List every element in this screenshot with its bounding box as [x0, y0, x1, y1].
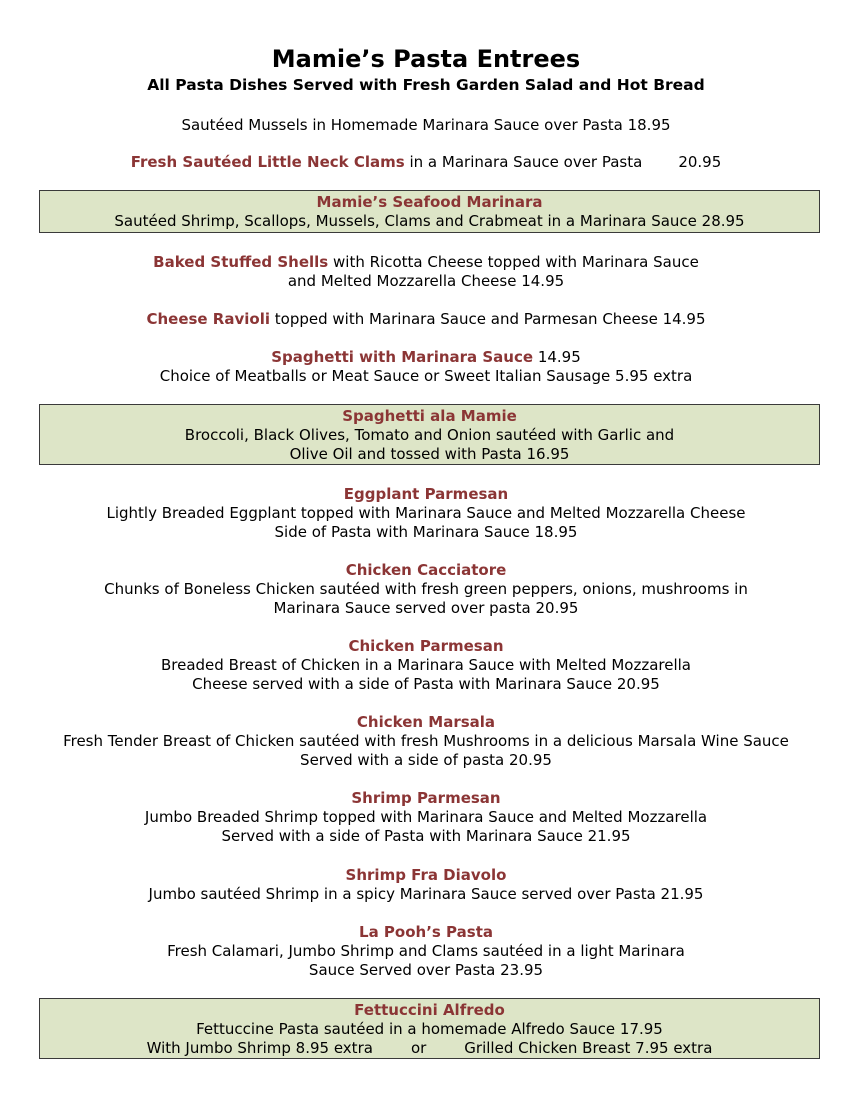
menu-item-fettuccini-alfredo — [39, 998, 820, 1059]
item-name: Baked Stuffed Shells — [153, 253, 329, 271]
item-name: La Pooh’s Pasta — [359, 923, 493, 941]
item-description: topped with Marinara Sauce and Parmesan Cheese 14.95 — [274, 310, 706, 328]
item-description: Sautéed Mussels in Homemade Marinara Sauce over Pasta 18.95 — [181, 116, 671, 134]
item-options — [40, 1039, 819, 1058]
item-description-line2: Side of Pasta with Marinara Sauce 18.95 — [274, 523, 578, 541]
item-description-line2: Served with a side of Pasta with Marinara Sauce 21.95 — [221, 827, 631, 845]
menu-item-la-poohs-pasta — [0, 923, 852, 980]
menu-item-seafood-marinara — [39, 190, 820, 233]
menu-item-stuffed-shells — [0, 253, 852, 291]
page-subtitle: All Pasta Dishes Served with Fresh Garden Salad and Hot Bread — [147, 76, 705, 94]
item-name: Shrimp Fra Diavolo — [345, 866, 507, 884]
item-description: Broccoli, Black Olives, Tomato and Onion sautéed with Garlic and — [184, 426, 675, 444]
menu-item-mussels — [0, 116, 852, 135]
item-description-line2: Cheese served with a side of Pasta with Marinara Sauce 20.95 — [192, 675, 660, 693]
item-price: 20.95 — [678, 153, 722, 171]
menu-item-clams — [0, 153, 852, 172]
item-description-line2: and Melted Mozzarella Cheese 14.95 — [287, 272, 565, 290]
item-description: Fresh Calamari, Jumbo Shrimp and Clams sautéed in a light Marinara — [167, 942, 685, 960]
menu-item-chicken-cacciatore — [0, 561, 852, 618]
item-description: Jumbo sautéed Shrimp in a spicy Marinara Sauce served over Pasta 21.95 — [148, 885, 704, 903]
item-name: Cheese Ravioli — [146, 310, 270, 328]
menu-item-shrimp-parmesan — [0, 789, 852, 846]
item-description-line2: Marinara Sauce served over pasta 20.95 — [273, 599, 579, 617]
option-separator: or — [410, 1039, 427, 1057]
item-description: in a Marinara Sauce over Pasta — [409, 153, 643, 171]
menu-item-spaghetti-mamie — [39, 404, 820, 465]
item-description-line2: Served with a side of pasta 20.95 — [300, 751, 552, 769]
item-description-line2: Sauce Served over Pasta 23.95 — [308, 961, 544, 979]
page-title: Mamie’s Pasta Entrees — [271, 45, 581, 73]
item-name: Fresh Sautéed Little Neck Clams — [130, 153, 405, 171]
item-description: Chunks of Boneless Chicken sautéed with fresh green peppers, onions, mushrooms in — [104, 580, 748, 598]
menu-item-shrimp-fra-diavolo — [0, 866, 852, 904]
item-description: Breaded Breast of Chicken in a Marinara Sauce with Melted Mozzarella — [160, 656, 692, 674]
item-name: Chicken Marsala — [356, 713, 496, 731]
menu-item-spaghetti-marinara — [0, 348, 852, 386]
item-name: Spaghetti ala Mamie — [342, 407, 517, 425]
item-description: Jumbo Breaded Shrimp topped with Marinara Sauce and Melted Mozzarella — [144, 808, 708, 826]
item-name: Chicken Parmesan — [348, 637, 504, 655]
item-description: Fresh Tender Breast of Chicken sautéed with fresh Mushrooms in a delicious Marsala Wine Sauce — [63, 732, 789, 750]
item-name: Mamie’s Seafood Marinara — [316, 193, 543, 211]
item-name: Chicken Cacciatore — [345, 561, 507, 579]
item-description: Sautéed Shrimp, Scallops, Mussels, Clams and Crabmeat in a Marinara Sauce 28.95 — [114, 212, 745, 230]
option-shrimp: With Jumbo Shrimp 8.95 extra — [146, 1039, 373, 1057]
item-description: with Ricotta Cheese topped with Marinara Sauce — [333, 253, 699, 271]
item-name: Fettuccini Alfredo — [354, 1001, 505, 1019]
item-price: 14.95 — [537, 348, 581, 366]
menu-item-cheese-ravioli — [0, 310, 852, 329]
item-name: Shrimp Parmesan — [351, 789, 501, 807]
item-name: Eggplant Parmesan — [343, 485, 509, 503]
item-description: Choice of Meatballs or Meat Sauce or Sweet Italian Sausage 5.95 extra — [159, 367, 693, 385]
item-name: Spaghetti with Marinara Sauce — [271, 348, 534, 366]
menu-item-chicken-marsala — [0, 713, 852, 770]
option-chicken: Grilled Chicken Breast 7.95 extra — [464, 1039, 713, 1057]
item-description: Lightly Breaded Eggplant topped with Marinara Sauce and Melted Mozzarella Cheese — [106, 504, 746, 522]
menu-item-chicken-parmesan — [0, 637, 852, 694]
item-description: Fettuccine Pasta sautéed in a homemade Alfredo Sauce 17.95 — [196, 1020, 663, 1038]
item-description-line2: Olive Oil and tossed with Pasta 16.95 — [289, 445, 570, 463]
menu-item-eggplant-parmesan — [0, 485, 852, 542]
